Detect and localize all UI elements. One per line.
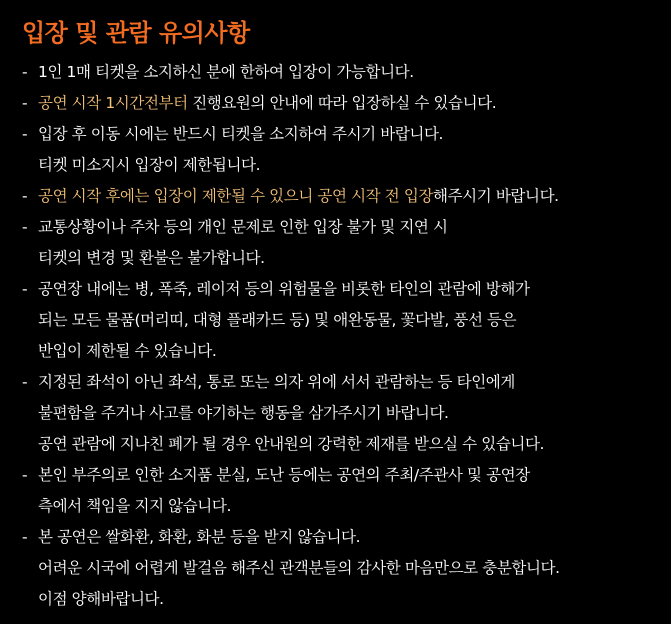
notice-item-continuation bbox=[22, 336, 671, 367]
notice-item bbox=[22, 274, 671, 305]
notice-item bbox=[22, 181, 671, 212]
notice-text: 1인 1매 티켓을 소지하신 분에 한하여 입장이 가능합니다. bbox=[38, 63, 414, 81]
notice-text: 본 공연은 쌀화환, 화환, 화분 등을 받지 않습니다. bbox=[38, 528, 361, 546]
notice-text: 지정된 좌석이 아닌 좌석, 통로 또는 의자 위에 서서 관람하는 등 타인에게 bbox=[38, 373, 515, 391]
notice-item bbox=[22, 522, 671, 553]
notice-item-continuation bbox=[22, 553, 671, 584]
notice-item-continuation bbox=[22, 398, 671, 429]
bullet-dash: - bbox=[22, 187, 28, 205]
notice-text: 교통상황이나 주차 등의 개인 문제로 인한 입장 불가 및 지연 시 bbox=[38, 218, 448, 236]
notice-item-continuation bbox=[22, 584, 671, 615]
notice-item bbox=[22, 88, 671, 119]
notice-item bbox=[22, 119, 671, 150]
notice-item-continuation bbox=[22, 491, 671, 522]
notice-text: 어려운 시국에 어렵게 발걸음 해주신 관객분들의 감사한 마음만으로 충분합니다. bbox=[38, 559, 560, 577]
notice-item-continuation bbox=[22, 243, 671, 274]
notice-text: 본인 부주의로 인한 소지품 분실, 도난 등에는 공연의 주최/주관사 및 공연장 bbox=[38, 466, 530, 484]
notice-item bbox=[22, 57, 671, 88]
notice-text: 되는 모든 물품(머리띠, 대형 플래카드 등) 및 애완동물, 꽃다발, 풍선 등은 bbox=[38, 311, 517, 329]
notice-text: 입장 후 이동 시에는 반드시 티켓을 소지하여 주시기 바랍니다. bbox=[38, 125, 444, 143]
notice-item-continuation bbox=[22, 150, 671, 181]
bullet-dash: - bbox=[22, 218, 28, 236]
bullet-dash: - bbox=[22, 125, 28, 143]
bullet-dash: - bbox=[22, 63, 28, 81]
highlight-text: 공연 시작 후에는 입장이 제한될 수 있으니 공연 시작 전 입장 bbox=[38, 187, 434, 205]
notice-list bbox=[22, 57, 671, 615]
notice-text: 티켓의 변경 및 환불은 불가합니다. bbox=[38, 249, 265, 267]
notice-text: 측에서 책임을 지지 않습니다. bbox=[38, 497, 231, 515]
notice-text: 해주시기 바랍니다. bbox=[433, 187, 559, 205]
notice-text: 티켓 미소지시 입장이 제한됩니다. bbox=[38, 156, 261, 174]
highlight-text: 공연 시작 1시간전부터 bbox=[38, 94, 188, 112]
bullet-dash: - bbox=[22, 94, 28, 112]
notice-text: 반입이 제한될 수 있습니다. bbox=[38, 342, 217, 360]
bullet-dash: - bbox=[22, 280, 28, 298]
bullet-dash: - bbox=[22, 528, 28, 546]
notice-item-continuation bbox=[22, 305, 671, 336]
notice-text: 공연장 내에는 병, 폭죽, 레이저 등의 위험물을 비롯한 타인의 관람에 방해가 bbox=[38, 280, 530, 298]
notice-item bbox=[22, 367, 671, 398]
notice-item bbox=[22, 460, 671, 491]
bullet-dash: - bbox=[22, 466, 28, 484]
bullet-dash: - bbox=[22, 373, 28, 391]
notice-title: 입장 및 관람 유의사항 bbox=[22, 19, 250, 47]
notice-item-continuation bbox=[22, 429, 671, 460]
notice-item bbox=[22, 212, 671, 243]
notice-text: 공연 관람에 지나친 폐가 될 경우 안내원의 강력한 제재를 받으실 수 있습니다. bbox=[38, 435, 545, 453]
notice-text: 진행요원의 안내에 따라 입장하실 수 있습니다. bbox=[187, 94, 497, 112]
notice-text: 불편함을 주거나 사고를 야기하는 행동을 삼가주시기 바랍니다. bbox=[38, 404, 449, 422]
notice-text: 이점 양해바랍니다. bbox=[38, 590, 164, 608]
